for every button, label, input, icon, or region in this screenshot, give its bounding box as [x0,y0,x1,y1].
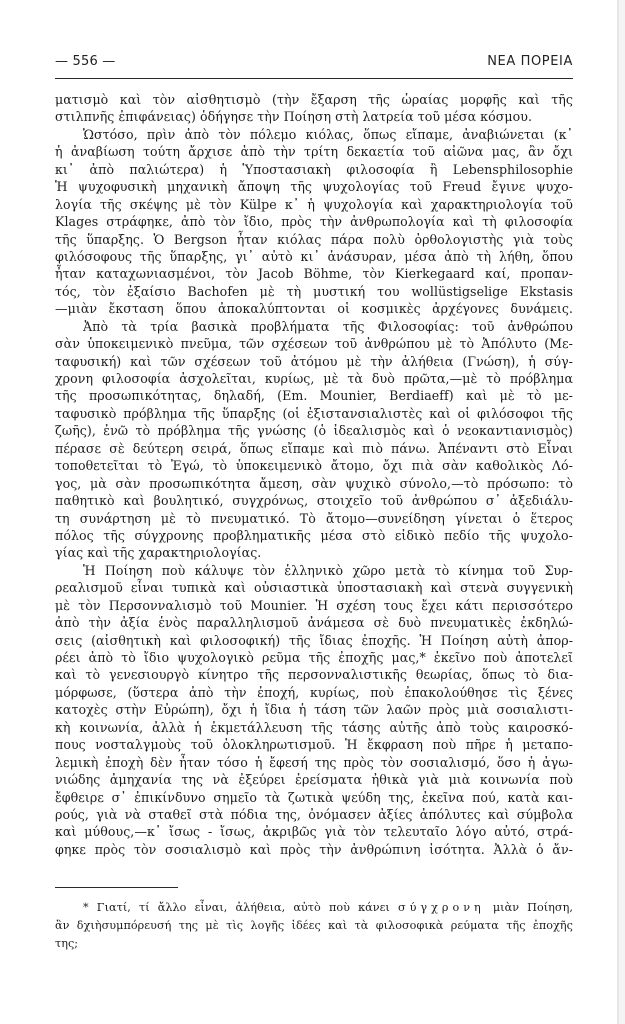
footnote-text: Γιατί, τί ἄλλο εἶναι, ἀλήθεια, αὐτὸ ποὺ κάνει [96,901,390,914]
text-line: γίας καὶ τῆς χαρακτηριολογίας. [55,545,262,561]
text-line: ταφυσικὸ πρόβλημα τῆς ὕπαρξης (οἱ ἐξιστανσιαλιστὲς καὶ οἱ φιλόσοφοι τῆς [55,405,573,421]
text-line: ζωῆς), ἐνῶ τὸ πρόβλημα τῆς γνώσης (ὁ ἰδεαλισμὸς καὶ ὁ νεοκαντιανισμὸς) [55,423,573,439]
footnote [55,899,573,953]
text-line: λογία τῆς σκέψης μὲ τὸν Külpe κ᾿ ἡ ψυχολογία καὶ χαρακτηριολογία τοῦ [55,196,573,212]
text-line: σεις (αἰσθητικὴ καὶ φιλοσοφική) τῆς ἴδιας ἐποχῆς. Ἡ Ποίηση αὐτὴ ἀπορ- [55,632,573,648]
text-line: ρέει ἀπὸ τὸ ἴδιο ψυχολογικὸ ρεῦμα τῆς ἐποχῆς μας,* ἐκεῖνο ποὺ ἀποτελεῖ [55,650,573,665]
text-line: τοποθετεῖται τὸ Ἐγώ, τὸ ὑποκειμενικὸ ἄτομο, ὄχι πιὰ σὰν καθολικὸς Λό- [55,458,573,474]
text-line: τη συνάρτηση μὲ τὸ πνευματικό. Τὸ ἄτομο—συνείδηση γίνεται ὁ ἕτερος [55,510,573,526]
text-line: Ἡ ψυχοφυσικὴ μηχανικὴ ἄποψη τῆς ψυχολογίας τοῦ Freud ἔγινε ψυχο- [55,179,573,195]
text-line: κατοχὲς στὴν Εὐρώπη), ὄχι ἡ ἴδια ἡ τάση τῶν λαῶν πρὸς μιὰ σοσιαλιστι- [55,702,573,718]
text-line: φηκε πρὸς τὸν σοσιαλισμὸ καὶ πρὸς τὴν ἀνθρώπινη ἰσότητα. Ἀλλὰ ὁ ἄν- [55,841,573,857]
text-line: ἀπὸ τὴν ἀξία ἑνὸς παραλληλισμοῦ ἀνάμεσα σὲ δυὸ πνευματικὲς ἐκδηλώ- [55,615,573,631]
footnote-emphasis: σύγχρονη [397,901,485,914]
text-line: καὶ μύθους,—κ᾿ ἴσως - ἴσως, ἀκριβῶς γιὰ τὸν τελευταῖο λόγο αὐτό, στρά- [55,824,573,840]
footnote-rule [55,887,178,888]
text-line: λεμικὴ ἐποχὴ δὲν ἦταν τόσο ἡ ἔφεσή της πρὸς τὸν σοσιαλισμό, ὅσο ἡ ἀγω- [55,754,573,770]
journal-title: ΝΕΑ ΠΟΡΕΙΑ [487,54,573,69]
text-line: σὰν ὑποκειμενικὸ πνεῦμα, τῶν σχέσεων τοῦ ἀνθρώπου μὲ τὸ Ἀπόλυτο (Με- [55,336,573,352]
text-line: ταφυσική) καὶ τῶν σχέσεων τοῦ ἀτόμου μὲ τὴν ἀλήθεια (Γνώση), ἡ σύγ- [55,353,573,369]
running-head [55,52,573,72]
text-line: τός, τὸν ἐξαίσιο Bachofen μὲ τὴ μυστική του wollüstigselige Ekstasis [55,283,573,299]
text-line: τῆς προσωπικότητας, δηλαδή, (Em. Mounier, Berdiaeff) καὶ μὲ τὸ με- [55,388,573,404]
paragraph-start-line: Ἡ Ποίηση ποὺ κάλυψε τὸν ἑλληνικὸ χῶρο μετὰ τὸ κίνημα τοῦ Συρ- [83,562,573,578]
text-line: μὲ τὸν Περσονναλισμὸ τοῦ Mounier. Ἡ σχέση τους ἔχει κάτι περισσότερο [55,597,573,613]
text-line: πέρασε σὲ δεύτερη σειρά, ὅπως εἴπαμε καὶ πιὸ πάνω. Ἀπέναντι στὸ Εἶναι [55,440,573,456]
footnote-line: ἂν δχιὴσυμπόρευσή της μὲ τὶς λογῆς ἰδέες καὶ τὰ φιλοσοφικὰ ρεύματα τῆς ἐποχῆς [55,919,573,932]
text-line: παθητικὸ καὶ βουλητικό, συγχρόνως, στοιχεῖο τοῦ ἀνθρώπου σ᾿ ἀξεδιάλυ- [55,493,573,509]
text-line: ἔφθειρε σ᾿ ἐπικίνδυνο σημεῖο τὰ ζωτικὰ ψεύδη της, ἐκεῖνα πού, κατὰ και- [55,789,573,805]
text-line: φιλόσοφους τῆς ὕπαρξης, γι᾿ αὐτὸ κι᾿ ἀνάσυραν, μέσα ἀπὸ τὴ λήθη, ὅπου [55,248,573,264]
paragraph-start-line: Ὡστόσο, πρὶν ἀπὸ τὸν πόλεμο κιόλας, ὅπως εἴπαμε, ἀναβιώνεται (κ᾿ [83,126,573,142]
text-line: ματισμὸ καὶ τὸν αἰσθητισμὸ (τὴν ἔξαρση τῆς ὡραίας μορφῆς καὶ τῆς [55,92,573,107]
text-line: καὶ τὸ γενεσιουργὸ κίνητρο τῆς περσονναλιστικῆς θεωρίας, ὅπως τὸ δια- [55,667,573,683]
text-line: κὴ κοινωνία, ἀλλὰ ἡ ἐκμετάλλευση τῆς τάσης αὐτῆς ἀπὸ τοὺς καιροσκό- [55,719,573,735]
footnote-line [55,899,573,917]
text-line: πόλος τῆς σύγχρονης προβληματικῆς μέσα στὸ εἰδικὸ πεδίο τῆς ψυχολο- [55,527,573,543]
body-text [55,91,573,858]
text-line: —μιὰν ἔκσταση ὅπου ἀποκαλύπτονται οἱ κοσμικὲς ἀρχέγονες δυνάμεις. [55,301,573,317]
footnote-text: μιὰν Ποίηση, [492,901,573,914]
footnote-line: της; [55,937,79,950]
text-line: Klages στράφηκε, ἀπὸ τὸν ἴδιο, πρὸς τὴν ἀνθρωπολογία καὶ τὴ φιλοσοφία [55,214,573,230]
text-line: πους νοσταλγμοὺς τοῦ ὁλοκληρωτισμοῦ. Ἡ ἔκφραση ποὺ πῆρε ἡ μεταπο- [55,737,573,753]
text-line: ἦταν καταχωνιασμένοι, τὸν Jacob Böhme, τὸν Kierkegaard καί, προπαν- [55,266,573,282]
paragraph-start-line: Ἀπὸ τὰ τρία βασικὰ προβλήματα τῆς Φιλοσοφίας: τοῦ ἀνθρώπου [83,318,573,334]
footnote-marker: * [83,901,89,914]
text-line: χρονη φιλοσοφία ἀσχολεῖται, κυρίως, μὲ τὰ δυὸ πρῶτα,—μὲ τὸ πρόβλημα [55,371,573,386]
text-line: τῆς ὕπαρξης. Ὁ Bergson ἦταν κιόλας πάρα πολὺ ὀρθολογιστὴς γιὰ τοὺς [55,231,573,247]
header-rule [55,78,573,79]
text-line: κι᾿ ἀπὸ παλιώτερα) ἡ Ὑποστασιακὴ φιλοσοφία ἢ Lebensphilosophie [55,161,573,177]
text-line: νιώδης ἀμηχανία της νὰ ἐξεύρει ἐρείσματα ἠθικὰ γιὰ μιὰ κοινωνία ποὺ [55,772,573,788]
text-line: στιλπνῆς ἐπιφάνειας) ὁδήγησε τὴν Ποίηση στὴ λατρεία τοῦ μέσα κόσμου. [55,109,533,125]
text-line: γος, μὰ σὰν προσωπικότητα ἄμεση, σὰν ψυχικὸ σύνολο,—τὸ πρόσωπο: τὸ [55,475,573,491]
text-line: ἡ ἀναβίωση τούτη ἄρχισε ἀπὸ τὴν τρίτη δεκαετία τοῦ αἰῶνα μας, ἂν ὄχι [55,144,573,160]
text-line: ρεαλισμοῦ εἶναι τυπικὰ καὶ οὐσιαστικὰ ὑποστασιακὴ καὶ στενὰ συγγενικὴ [55,580,573,596]
text-line: ρούς, γιὰ νὰ σταθεῖ στὰ πόδια της, ὀνόμασεν ἀξίες ἀπόλυτες καὶ σύμβολα [55,806,573,822]
text-line: μόρφωσε, (ὕστερα ἀπὸ τὴν ἐποχή, κυρίως, ποὺ ἐπακολούθησε τὶς ξένες [55,684,573,700]
page-number: — 556 — [55,54,116,69]
